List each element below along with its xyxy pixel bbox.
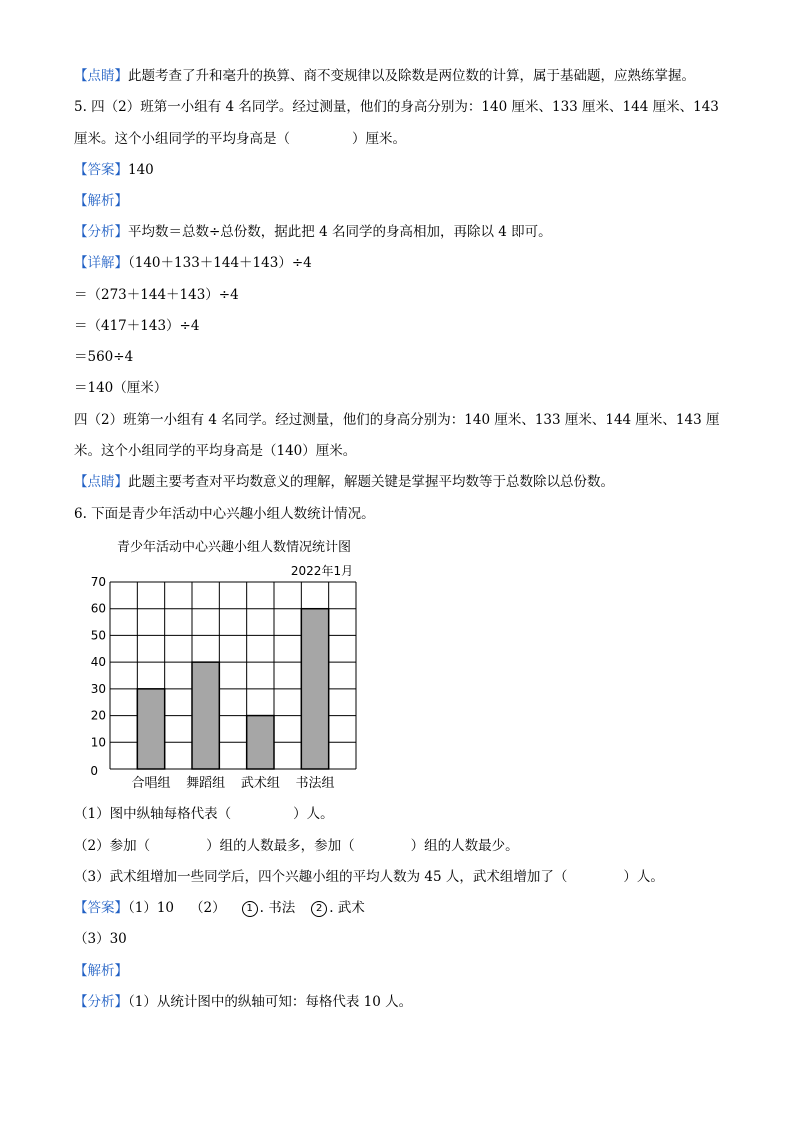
answer-line (74, 160, 724, 180)
y-tick-label: 0 (90, 764, 98, 778)
sub-question-1-text-a: （1）图中纵轴每格代表（ (74, 806, 232, 822)
restate-line1: 四（2）班第一小组有 4 名同学。经过测量，他们的身高分别为：140 厘米、133 厘米、144 厘米、143 厘 (74, 412, 720, 428)
y-tick-label: 30 (90, 681, 106, 696)
x-tick-label: 武术组 (240, 776, 280, 791)
x-tick-label: 书法组 (295, 776, 335, 791)
calc-step-1: ＝（273＋144＋143）÷4 (74, 287, 239, 303)
calc-step-2: ＝（417＋143）÷4 (74, 318, 200, 334)
answer2-part1: （1）10 (128, 900, 175, 916)
fenxi-line (74, 222, 724, 242)
x-tick-label: 舞蹈组 (186, 776, 226, 791)
sub-question-2 (74, 836, 724, 856)
y-tick-label: 20 (90, 708, 106, 723)
bar-3 (247, 716, 274, 769)
y-tick-label: 60 (90, 601, 106, 616)
chart-title: 青少年活动中心兴趣小组人数情况统计图 (116, 540, 352, 555)
answer-value: 140 (128, 162, 154, 178)
y-tick-label: 10 (90, 735, 106, 750)
answer2-tag: 【答案】 (74, 900, 128, 916)
calc-step-4: ＝140（厘米） (74, 380, 168, 396)
dianjing-line (74, 66, 724, 86)
sub-question-3-text-a: （3）武术组增加一些同学后，四个兴趣小组的平均人数为 45 人，武术组增加了（ (74, 869, 568, 885)
bar-4 (301, 609, 328, 769)
sub-question-1 (74, 804, 724, 824)
dianjing2-line (74, 472, 724, 492)
answer2-line (74, 898, 724, 918)
fenxi-tag: 【分析】 (74, 224, 128, 240)
calc-step-3: ＝560÷4 (74, 349, 134, 365)
jiexi2-tag: 【解析】 (74, 963, 128, 979)
question-5-text-a: 厘米。这个小组同学的平均身高是（ (74, 131, 290, 147)
answer2-value1: . 书法 (259, 900, 296, 916)
fenxi2-text: （1）从统计图中的纵轴可知：每格代表 10 人。 (128, 994, 413, 1010)
circled-number-2: 2 (311, 901, 327, 917)
xiangjie-tag: 【详解】 (74, 255, 128, 271)
dianjing-tag: 【点睛】 (74, 68, 128, 84)
fenxi2-line (74, 992, 724, 1012)
fenxi-text: 平均数＝总数÷总份数，据此把 4 名同学的身高相加，再除以 4 即可。 (128, 224, 552, 240)
circled-number-1: 1 (242, 901, 258, 917)
sub-question-1-text-b: ）人。 (293, 806, 334, 822)
y-tick-label: 40 (90, 655, 106, 670)
restate-line2: 米。这个小组同学的平均身高是（140）厘米。 (74, 443, 357, 459)
question-5-line1: 5. 四（2）班第一小组有 4 名同学。经过测量，他们的身高分别为：140 厘米、133 厘米、144 厘米、143 (74, 99, 719, 115)
question-5-line2 (74, 129, 724, 149)
sub-question-3 (74, 867, 724, 887)
sub-question-3-text-b: ）人。 (623, 869, 664, 885)
sub-question-2-text-a: （2）参加（ (74, 838, 151, 854)
sub-question-2-text-c: ）组的人数最少。 (410, 838, 519, 854)
bar-chart-svg (74, 530, 374, 800)
chart-x-labels (131, 775, 334, 791)
dianjing2-text: 此题主要考查对平均数意义的理解，解题关键是掌握平均数等于总数除以总份数。 (128, 474, 614, 490)
bar-1 (137, 689, 164, 769)
y-tick-label: 50 (90, 628, 106, 643)
sub-question-2-text-b: ）组的人数最多，参加（ (206, 838, 355, 854)
answer-tag: 【答案】 (74, 162, 128, 178)
y-tick-label: 70 (90, 575, 106, 589)
dianjing2-tag: 【点睛】 (74, 474, 128, 490)
answer2-part3: （3）30 (74, 931, 127, 947)
xiangjie-line (74, 253, 724, 273)
fenxi2-tag: 【分析】 (74, 994, 128, 1010)
dianjing-text: 此题考查了升和毫升的换算、商不变规律以及除数是两位数的计算，属于基础题，应熟练掌握。 (128, 68, 695, 84)
x-tick-label: 合唱组 (131, 776, 171, 791)
question-6: 6. 下面是青少年活动中心兴趣小组人数统计情况。 (74, 506, 375, 522)
jiexi-tag: 【解析】 (74, 193, 128, 209)
chart-subtitle: 2022年1月 (290, 564, 354, 578)
xiangjie-text: （140＋133＋144＋143）÷4 (128, 255, 312, 271)
chart-y-ticks (90, 575, 106, 778)
answer2-value2: . 武术 (329, 900, 365, 916)
answer2-part2: （2） (190, 900, 226, 916)
bar-2 (192, 662, 219, 769)
bar-chart (74, 530, 374, 800)
question-5-text-b: ）厘米。 (352, 131, 406, 147)
